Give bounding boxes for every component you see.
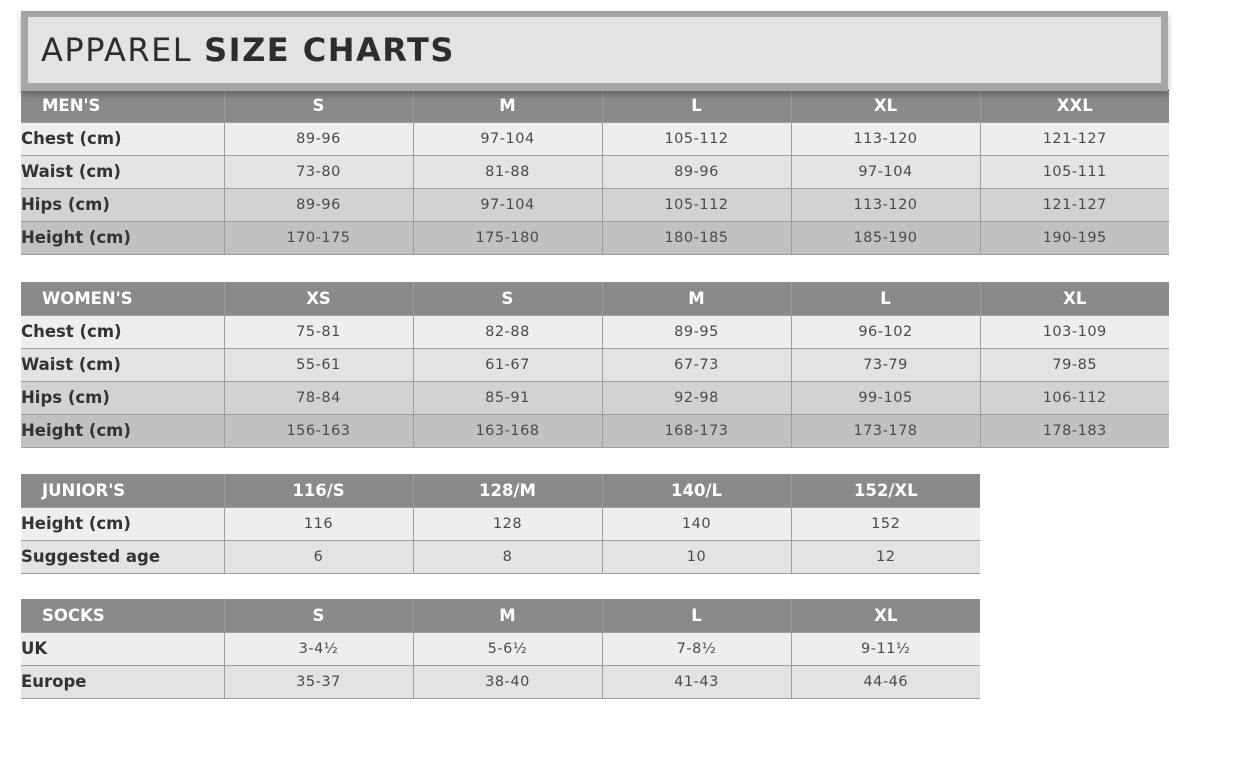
- table-cell: 41-43: [602, 665, 791, 698]
- table-cell: 6: [224, 540, 413, 573]
- table-cell: 85-91: [413, 381, 602, 414]
- row-label: Height (cm): [21, 414, 224, 447]
- table-row: [21, 188, 1169, 221]
- table-cell: 67-73: [602, 348, 791, 381]
- table-header-label: SOCKS: [21, 599, 224, 632]
- size-header: XXL: [980, 89, 1169, 122]
- table-cell: 55-61: [224, 348, 413, 381]
- table-cell: 78-84: [224, 381, 413, 414]
- table-cell: 89-96: [602, 155, 791, 188]
- table-cell: 10: [602, 540, 791, 573]
- size-header: S: [224, 599, 413, 632]
- table-cell: 75-81: [224, 315, 413, 348]
- table-cell: 175-180: [413, 221, 602, 254]
- size-header: M: [413, 89, 602, 122]
- row-label: Height (cm): [21, 221, 224, 254]
- table-cell: 73-80: [224, 155, 413, 188]
- size-header: XL: [791, 599, 980, 632]
- table-cell: 44-46: [791, 665, 980, 698]
- size-header: 128/M: [413, 474, 602, 507]
- row-label: Chest (cm): [21, 122, 224, 155]
- table-cell: 73-79: [791, 348, 980, 381]
- table-header-label: WOMEN'S: [21, 282, 224, 315]
- row-label: Waist (cm): [21, 348, 224, 381]
- table-cell: 170-175: [224, 221, 413, 254]
- table-cell: 12: [791, 540, 980, 573]
- table-row: [21, 540, 980, 573]
- table-cell: 35-37: [224, 665, 413, 698]
- table-cell: 7-8½: [602, 632, 791, 665]
- size-header: L: [602, 89, 791, 122]
- table-cell: 156-163: [224, 414, 413, 447]
- table-row: [21, 414, 1169, 447]
- size-header: L: [791, 282, 980, 315]
- table-cell: 96-102: [791, 315, 980, 348]
- table-row: [21, 315, 1169, 348]
- table-cell: 99-105: [791, 381, 980, 414]
- size-header: S: [413, 282, 602, 315]
- table-row: [21, 348, 1169, 381]
- table-header-row: [21, 89, 1169, 122]
- table-cell: 89-96: [224, 188, 413, 221]
- size-header: 116/S: [224, 474, 413, 507]
- table-row: [21, 122, 1169, 155]
- table-header-row: [21, 599, 980, 632]
- table-header-label: JUNIOR'S: [21, 474, 224, 507]
- table-cell: 97-104: [413, 188, 602, 221]
- table-cell: 9-11½: [791, 632, 980, 665]
- womens-size-table: [21, 282, 1169, 448]
- table-cell: 190-195: [980, 221, 1169, 254]
- table-cell: 168-173: [602, 414, 791, 447]
- table-row: [21, 221, 1169, 254]
- table-row: [21, 155, 1169, 188]
- table-cell: 79-85: [980, 348, 1169, 381]
- table-row: [21, 632, 980, 665]
- size-header: XS: [224, 282, 413, 315]
- juniors-size-table: [21, 474, 980, 574]
- table-header-row: [21, 474, 980, 507]
- row-label: Chest (cm): [21, 315, 224, 348]
- table-cell: 113-120: [791, 122, 980, 155]
- page-title-banner: [21, 11, 1168, 91]
- table-cell: 89-96: [224, 122, 413, 155]
- table-cell: 173-178: [791, 414, 980, 447]
- table-cell: 116: [224, 507, 413, 540]
- table-row: [21, 381, 1169, 414]
- row-label: Suggested age: [21, 540, 224, 573]
- table-cell: 38-40: [413, 665, 602, 698]
- socks-size-table: [21, 599, 980, 699]
- page-title-light: APPAREL: [41, 31, 193, 69]
- table-cell: 97-104: [791, 155, 980, 188]
- table-cell: 178-183: [980, 414, 1169, 447]
- table-cell: 89-95: [602, 315, 791, 348]
- size-header: XL: [980, 282, 1169, 315]
- table-header-label: MEN'S: [21, 89, 224, 122]
- row-label: Hips (cm): [21, 188, 224, 221]
- table-cell: 82-88: [413, 315, 602, 348]
- size-header: L: [602, 599, 791, 632]
- size-header: 140/L: [602, 474, 791, 507]
- row-label: UK: [21, 632, 224, 665]
- size-header: M: [602, 282, 791, 315]
- table-cell: 106-112: [980, 381, 1169, 414]
- table-row: [21, 507, 980, 540]
- page-title: [28, 17, 1161, 83]
- table-cell: 92-98: [602, 381, 791, 414]
- mens-size-table: [21, 89, 1169, 255]
- table-cell: 163-168: [413, 414, 602, 447]
- size-header: XL: [791, 89, 980, 122]
- row-label: Height (cm): [21, 507, 224, 540]
- table-cell: 81-88: [413, 155, 602, 188]
- table-cell: 61-67: [413, 348, 602, 381]
- size-header: M: [413, 599, 602, 632]
- table-cell: 152: [791, 507, 980, 540]
- table-cell: 113-120: [791, 188, 980, 221]
- page-title-bold: SIZE CHARTS: [204, 31, 455, 69]
- table-cell: 121-127: [980, 188, 1169, 221]
- table-cell: 5-6½: [413, 632, 602, 665]
- table-cell: 8: [413, 540, 602, 573]
- table-cell: 105-111: [980, 155, 1169, 188]
- row-label: Waist (cm): [21, 155, 224, 188]
- table-header-row: [21, 282, 1169, 315]
- row-label: Europe: [21, 665, 224, 698]
- table-cell: 121-127: [980, 122, 1169, 155]
- table-cell: 140: [602, 507, 791, 540]
- table-cell: 105-112: [602, 122, 791, 155]
- table-row: [21, 665, 980, 698]
- table-cell: 103-109: [980, 315, 1169, 348]
- table-cell: 3-4½: [224, 632, 413, 665]
- row-label: Hips (cm): [21, 381, 224, 414]
- table-cell: 185-190: [791, 221, 980, 254]
- table-cell: 128: [413, 507, 602, 540]
- size-header: 152/XL: [791, 474, 980, 507]
- table-cell: 97-104: [413, 122, 602, 155]
- table-cell: 180-185: [602, 221, 791, 254]
- size-header: S: [224, 89, 413, 122]
- table-cell: 105-112: [602, 188, 791, 221]
